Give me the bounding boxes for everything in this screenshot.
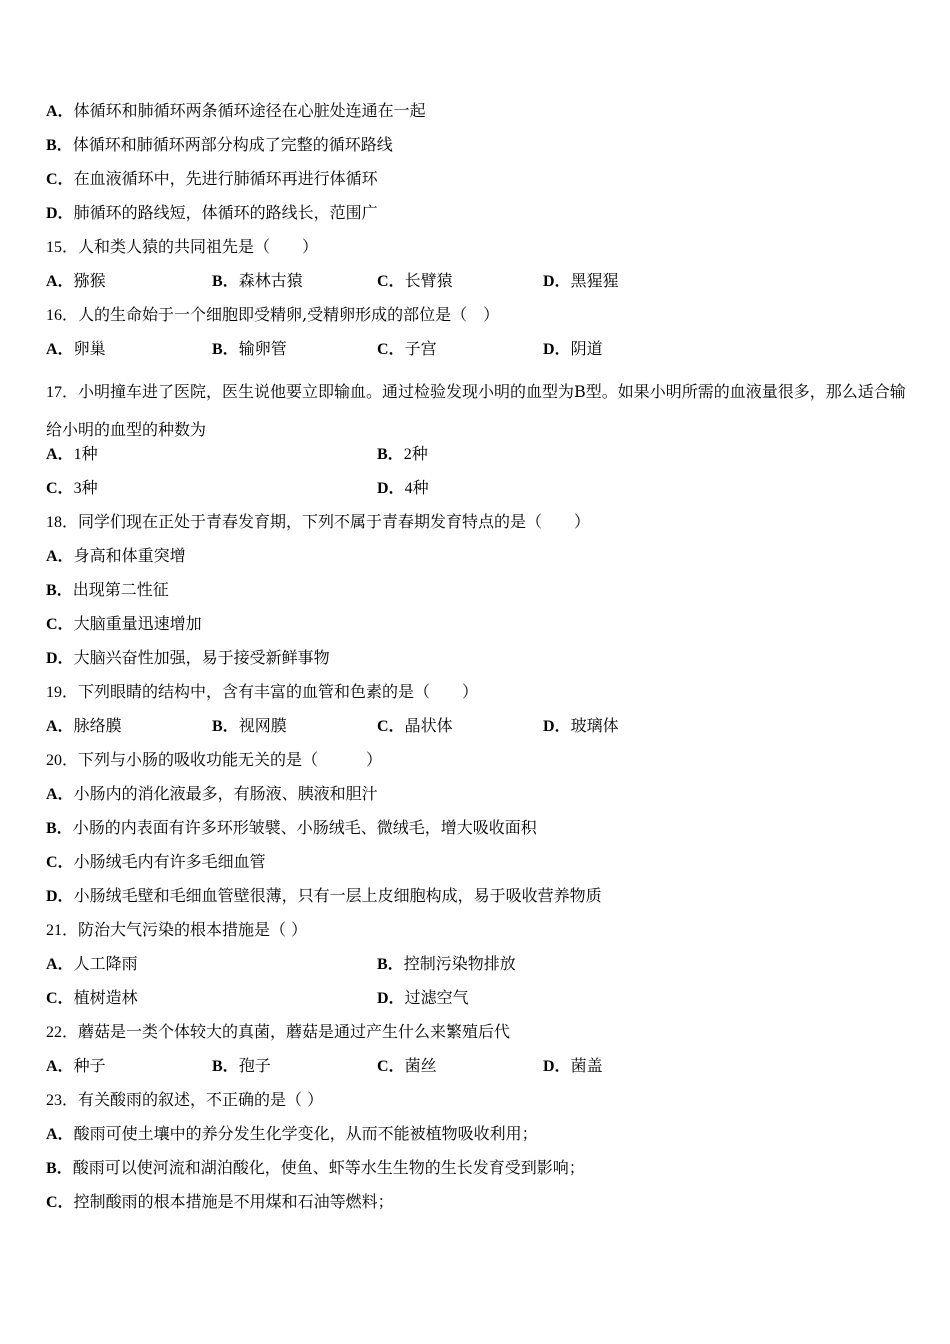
question-text: 人的生命始于一个细胞即受精卵,受精卵形成的部位是（ ） [78, 305, 500, 324]
option-label: C． [46, 854, 74, 871]
option-text: 肺循环的路线短，体循环的路线长，范围广 [73, 203, 378, 222]
option-label: B． [46, 137, 73, 154]
option-text: 人工降雨 [73, 954, 138, 973]
question-number: 22． [46, 1024, 79, 1041]
q14-option-d [46, 203, 378, 224]
question-text: 防治大气污染的根本措施是（ ） [78, 920, 308, 939]
question-number: 20． [46, 752, 79, 769]
q18-option-b [46, 580, 169, 601]
question-text: 人和类人猿的共同祖先是（ ） [78, 237, 319, 256]
option-label: C． [377, 341, 405, 358]
option-label: D． [543, 1058, 571, 1075]
option-label: A． [46, 548, 74, 565]
option-text: 猕猴 [73, 271, 106, 290]
option-text: 小肠的内表面有许多环形皱襞、小肠绒毛、微绒毛，增大吸收面积 [72, 818, 537, 837]
option-label: C． [46, 171, 74, 188]
q22-option-c [377, 1056, 437, 1077]
question-number: 21． [46, 922, 79, 939]
option-text: 体循环和肺循环两部分构成了完整的循环路线 [72, 135, 393, 154]
option-text: 小肠绒毛内有许多毛细血管 [73, 852, 266, 871]
q21-stem [46, 920, 307, 941]
question-text: 下列与小肠的吸收功能无关的是（ ） [78, 750, 383, 769]
option-label: B． [212, 1058, 239, 1075]
option-label: D． [543, 341, 571, 358]
option-label: B． [212, 273, 239, 290]
question-number: 15． [46, 239, 79, 256]
option-text: 酸雨可使土壤中的养分发生化学变化，从而不能被植物吸收利用； [73, 1124, 538, 1143]
q22-option-d [543, 1056, 603, 1077]
option-label: A． [46, 1058, 74, 1075]
option-label: A． [46, 446, 74, 463]
option-text: 森林古猿 [238, 271, 303, 290]
option-text: 2种 [403, 446, 428, 463]
q20-option-a [46, 784, 378, 805]
q17-option-d [377, 478, 429, 499]
option-label: A． [46, 1126, 74, 1143]
option-label: B． [212, 718, 239, 735]
option-label: D． [46, 650, 74, 667]
q22-option-a [46, 1056, 106, 1077]
question-number: 23． [46, 1092, 79, 1109]
option-label: B． [212, 341, 239, 358]
q20-option-d [46, 886, 602, 907]
option-text: 孢子 [238, 1056, 271, 1075]
q17-option-c [46, 478, 98, 499]
option-label: D． [46, 205, 74, 222]
question-text: 蘑菇是一类个体较大的真菌，蘑菇是通过产生什么来繁殖后代 [78, 1022, 511, 1041]
q19-option-d [543, 716, 619, 737]
option-text: 玻璃体 [570, 716, 619, 735]
option-text: 晶状体 [404, 716, 453, 735]
q15-option-d [543, 271, 619, 292]
q18-option-a [46, 546, 186, 567]
option-label: D． [543, 273, 571, 290]
option-label: C． [46, 480, 74, 497]
q21-option-c [46, 988, 138, 1009]
q16-stem [46, 305, 499, 326]
question-number: 18． [46, 514, 79, 531]
option-label: A． [46, 341, 74, 358]
option-label: C． [377, 273, 405, 290]
question-text: 同学们现在正处于青春发育期，下列不属于青春期发育特点的是（ ） [78, 512, 591, 531]
option-text: 大脑重量迅速增加 [73, 614, 202, 633]
option-label: D． [543, 718, 571, 735]
q14-option-c [46, 169, 378, 190]
option-label: D． [377, 990, 405, 1007]
q16-option-c [377, 339, 437, 360]
option-label: C． [377, 1058, 405, 1075]
option-text: 4种 [404, 480, 429, 497]
option-text: 1种 [73, 446, 98, 463]
q18-option-d [46, 648, 330, 669]
option-text: 菌丝 [404, 1056, 437, 1075]
option-text: 子宫 [404, 339, 437, 358]
q21-option-d [377, 988, 469, 1009]
q16-option-d [543, 339, 603, 360]
option-text: 植树造林 [73, 988, 138, 1007]
option-text: 小肠内的消化液最多，有肠液、胰液和胆汁 [73, 784, 378, 803]
option-text: 控制酸雨的根本措施是不用煤和石油等燃料； [73, 1192, 394, 1211]
option-label: A． [46, 718, 74, 735]
q18-option-c [46, 614, 202, 635]
q16-option-b [212, 339, 287, 360]
q19-option-b [212, 716, 287, 737]
question-text: 小明撞车进了医院，医生说他要立即输血。通过检验发现小明的血型为B型。如果小明所需的血液量很多，那么适合输给小明的血型的种数为 [46, 382, 906, 439]
question-number: 19． [46, 684, 79, 701]
question-text: 下列眼睛的结构中，含有丰富的血管和色素的是（ ） [78, 682, 479, 701]
option-label: A． [46, 273, 74, 290]
q22-stem [46, 1022, 510, 1043]
q23-stem [46, 1090, 323, 1111]
option-text: 过滤空气 [404, 988, 469, 1007]
option-text: 脉络膜 [73, 716, 122, 735]
q14-option-a [46, 101, 426, 122]
option-label: D． [46, 888, 74, 905]
option-label: B． [46, 1160, 73, 1177]
q23-option-c [46, 1192, 394, 1213]
q15-option-c [377, 271, 453, 292]
option-label: A． [46, 103, 74, 120]
q14-option-b [46, 135, 393, 156]
option-label: D． [377, 480, 405, 497]
q21-option-b [377, 954, 516, 975]
q17-stem [46, 373, 908, 448]
q20-option-b [46, 818, 537, 839]
q23-option-b [46, 1158, 585, 1179]
option-text: 身高和体重突增 [73, 546, 186, 565]
option-text: 体循环和肺循环两条循环途径在心脏处连通在一起 [73, 101, 426, 120]
option-text: 在血液循环中，先进行肺循环再进行体循环 [73, 169, 378, 188]
option-label: C． [46, 616, 74, 633]
option-text: 大脑兴奋性加强，易于接受新鲜事物 [73, 648, 330, 667]
option-text: 输卵管 [238, 339, 287, 358]
q16-option-a [46, 339, 106, 360]
option-label: B． [377, 956, 404, 973]
q15-option-b [212, 271, 303, 292]
q19-option-a [46, 716, 122, 737]
option-text: 长臂猿 [404, 271, 453, 290]
question-number: 17． [46, 384, 79, 401]
option-text: 视网膜 [238, 716, 287, 735]
option-text: 酸雨可以使河流和湖泊酸化，使鱼、虾等水生生物的生长发育受到影响； [72, 1158, 585, 1177]
option-text: 3种 [73, 480, 98, 497]
q20-option-c [46, 852, 266, 873]
option-label: A． [46, 786, 74, 803]
option-text: 种子 [73, 1056, 106, 1075]
q17-option-a [46, 444, 98, 465]
option-label: B． [46, 582, 73, 599]
q23-option-a [46, 1124, 538, 1145]
option-text: 阴道 [570, 339, 603, 358]
question-number: 16． [46, 307, 79, 324]
option-label: B． [377, 446, 404, 463]
option-label: C． [377, 718, 405, 735]
option-text: 控制污染物排放 [403, 954, 516, 973]
q18-stem [46, 512, 590, 533]
q19-stem [46, 682, 478, 703]
q21-option-a [46, 954, 138, 975]
q20-stem [46, 750, 382, 771]
option-text: 出现第二性征 [72, 580, 169, 599]
q15-option-a [46, 271, 106, 292]
option-label: B． [46, 820, 73, 837]
q19-option-c [377, 716, 453, 737]
option-text: 小肠绒毛壁和毛细血管壁很薄，只有一层上皮细胞构成，易于吸收营养物质 [73, 886, 602, 905]
option-text: 黑猩猩 [570, 271, 619, 290]
option-text: 菌盖 [570, 1056, 603, 1075]
option-label: C． [46, 1194, 74, 1211]
question-text: 有关酸雨的叙述，不正确的是（ ） [78, 1090, 324, 1109]
option-text: 卵巢 [73, 339, 106, 358]
q15-stem [46, 237, 318, 258]
option-label: C． [46, 990, 74, 1007]
q22-option-b [212, 1056, 271, 1077]
q17-option-b [377, 444, 428, 465]
option-label: A． [46, 956, 74, 973]
